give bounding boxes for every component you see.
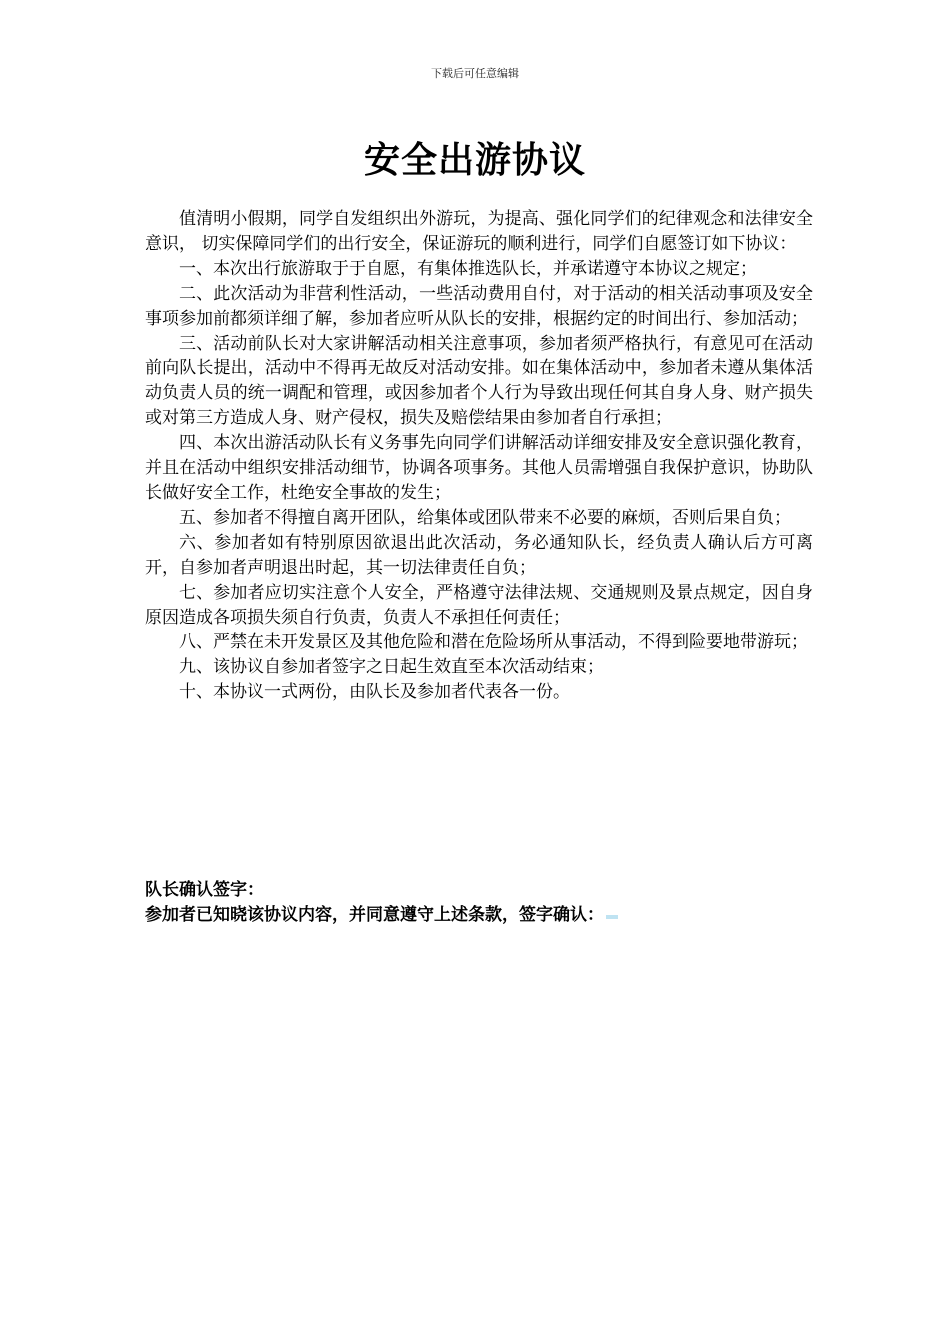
participant-signature-label: 参加者已知晓该协议内容，并同意遵守上述条款，签字确认： xyxy=(145,905,604,925)
header-note: 下载后可任意编辑 xyxy=(431,67,519,80)
clause-10: 十、本协议一式两份，由队长及参加者代表各一份。 xyxy=(179,682,570,703)
clause-7: 七、参加者应切实注意个人安全，严格遵守法律法规、交通规则及景点规定，因自身原因造成各项损失须自行负责，负责人不承担任何责任； xyxy=(145,582,813,628)
intro-paragraph: 值清明小假期，同学自发组织出外游玩，为提高、强化同学们的纪律观念和法律安全意识， 切实保障同学们的出行安全，保证游玩的顺利进行，同学们自愿签订如下协议： xyxy=(145,209,813,254)
clause-2: 二、此次活动为非营利性活动，一些活动费用自付，对于活动的相关活动事项及安全事项参加前都须详细了解，参加者应听从队长的安排，根据约定的时间出行、参加活动； xyxy=(145,283,813,329)
clause-5: 五、参加者不得擅自离开团队，给集体或团队带来不必要的麻烦，否则后果自负； xyxy=(179,507,791,528)
leader-signature-label: 队长确认签字： xyxy=(145,880,264,900)
clause-4: 四、本次出游活动队长有义务事先向同学们讲解活动详细安排及安全意识强化教育，并且在活动中组织安排活动细节，协调各项事务。其他人员需增强自我保护意识，协助队长做好安全工作，杜绝安全事故的发生； xyxy=(145,433,813,503)
clause-3: 三、活动前队长对大家讲解活动相关注意事项，参加者须严格执行，有意见可在活动前向队长提出，活动中不得再无故反对活动安排。如在集体活动中，参加者未遵从集体活动负责人员的统一调配和管理，或因参加者个人行为导致出现任何其自身人身、财产损失或对第三方造成人身、财产侵权，损失及赔偿结果由参加者自行承担； xyxy=(145,333,813,429)
clause-6: 六、参加者如有特别原因欲退出此次活动，务必通知队长，经负责人确认后方可离开，自参加者声明退出时起，其一切法律责任自负； xyxy=(145,532,813,578)
document-title: 安全出游协议 xyxy=(363,140,586,181)
participant-signature-line xyxy=(145,903,813,928)
agreement-body xyxy=(145,207,813,705)
leader-signature-line xyxy=(145,878,813,903)
signature-section xyxy=(145,878,813,928)
clause-8: 八、严禁在未开发景区及其他危险和潜在危险场所从事活动，不得到险要地带游玩； xyxy=(179,632,808,653)
clause-9: 九、该协议自参加者签字之日起生效直至本次活动结束； xyxy=(179,657,604,678)
clause-1: 一、本次出行旅游取于于自愿，有集体推选队长，并承诺遵守本协议之规定； xyxy=(179,258,757,279)
signature-mark xyxy=(606,915,618,919)
